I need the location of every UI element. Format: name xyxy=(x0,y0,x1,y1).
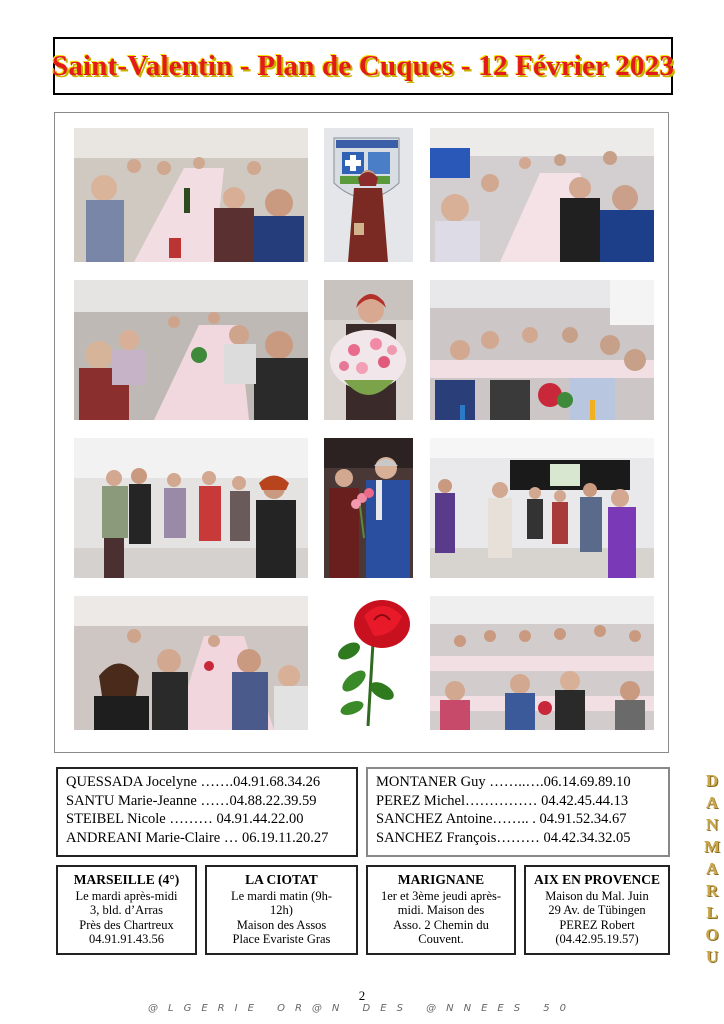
contact-row: STEIBEL Nicole ……… 04.91.44.22.00 xyxy=(66,811,304,828)
photo-banquet-table-6 xyxy=(430,596,654,730)
contact-row: MONTANER Guy ……..….06.14.69.89.10 xyxy=(376,774,631,790)
contacts-right-box xyxy=(366,767,670,857)
photo-speaker-plan-de-cuques xyxy=(324,128,413,262)
photo-banquet-table-4 xyxy=(430,280,654,420)
place-la-ciotat xyxy=(205,865,358,955)
photo-woman-flowers xyxy=(324,280,413,420)
photo-banquet-table-1 xyxy=(74,128,308,262)
place-marseille xyxy=(56,865,197,955)
place-line: Place Evariste Gras xyxy=(232,932,331,946)
place-title: LA CIOTAT xyxy=(245,872,318,887)
place-line: 1er et 3ème jeudi après- xyxy=(380,888,502,903)
footer-text: @LGERIE OR@N DES @NNEES 50 xyxy=(148,1003,576,1014)
photo-banquet-table-2 xyxy=(430,128,654,262)
photo-banquet-table-3 xyxy=(74,280,308,420)
contact-row: SANTU Marie-Jeanne ……04.88.22.39.59 xyxy=(66,792,317,809)
place-line: Le mardi après-midi xyxy=(75,888,178,903)
place-line: 04.91.91.43.56 xyxy=(89,932,164,946)
photo-red-rose xyxy=(324,596,413,730)
place-line: Maison du Mal. Juin xyxy=(545,888,649,903)
contact-row: SANCHEZ Antoine…….. . 04.91.52.34.67 xyxy=(376,811,627,828)
place-title: MARSEILLE (4°) xyxy=(73,872,180,887)
contacts-left-box xyxy=(56,767,358,857)
photo-dancing-hall xyxy=(430,438,654,578)
photo-banquet-table-5 xyxy=(74,596,308,730)
place-line: Couvent. xyxy=(418,932,464,946)
place-line: Asso. 2 Chemin du xyxy=(393,917,489,932)
place-line: Maison des Assos xyxy=(236,917,327,932)
place-line: midi. Maison des xyxy=(397,903,485,917)
page-title: Saint-Valentin - Plan de Cuques - 12 Février 2023 xyxy=(51,49,675,82)
photo-dancing-1 xyxy=(74,438,308,578)
place-title: AIX EN PROVENCE xyxy=(533,872,660,887)
place-line: Près des Chartreux xyxy=(79,917,174,932)
place-title: MARIGNANE xyxy=(397,872,485,887)
page-number: 2 xyxy=(358,988,366,1003)
contact-row: SANCHEZ François……… 04.42.34.32.05 xyxy=(376,829,631,846)
place-aix-en-provence xyxy=(524,865,670,955)
place-line: 29 Av. de Tübingen xyxy=(548,903,646,917)
photo-couple-roses xyxy=(324,438,413,578)
place-marignane xyxy=(366,865,516,955)
place-line: 12h) xyxy=(270,903,293,917)
contact-row: ANDREANI Marie-Claire … 06.19.11.20.27 xyxy=(66,829,329,846)
place-line: PEREZ Robert xyxy=(559,917,635,932)
side-signature: D A N M A R L O U xyxy=(703,771,721,966)
contact-row: QUESSADA Jocelyne …….04.91.68.34.26 xyxy=(66,774,321,790)
place-line: 3, bld. d’Arras xyxy=(90,903,163,917)
contact-row: PEREZ Michel…………… 04.42.45.44.13 xyxy=(376,792,629,809)
place-line: (04.42.95.19.57) xyxy=(555,932,639,946)
place-line: Le mardi matin (9h- xyxy=(230,888,332,903)
title-box xyxy=(53,37,673,95)
photo-collage xyxy=(54,112,669,753)
